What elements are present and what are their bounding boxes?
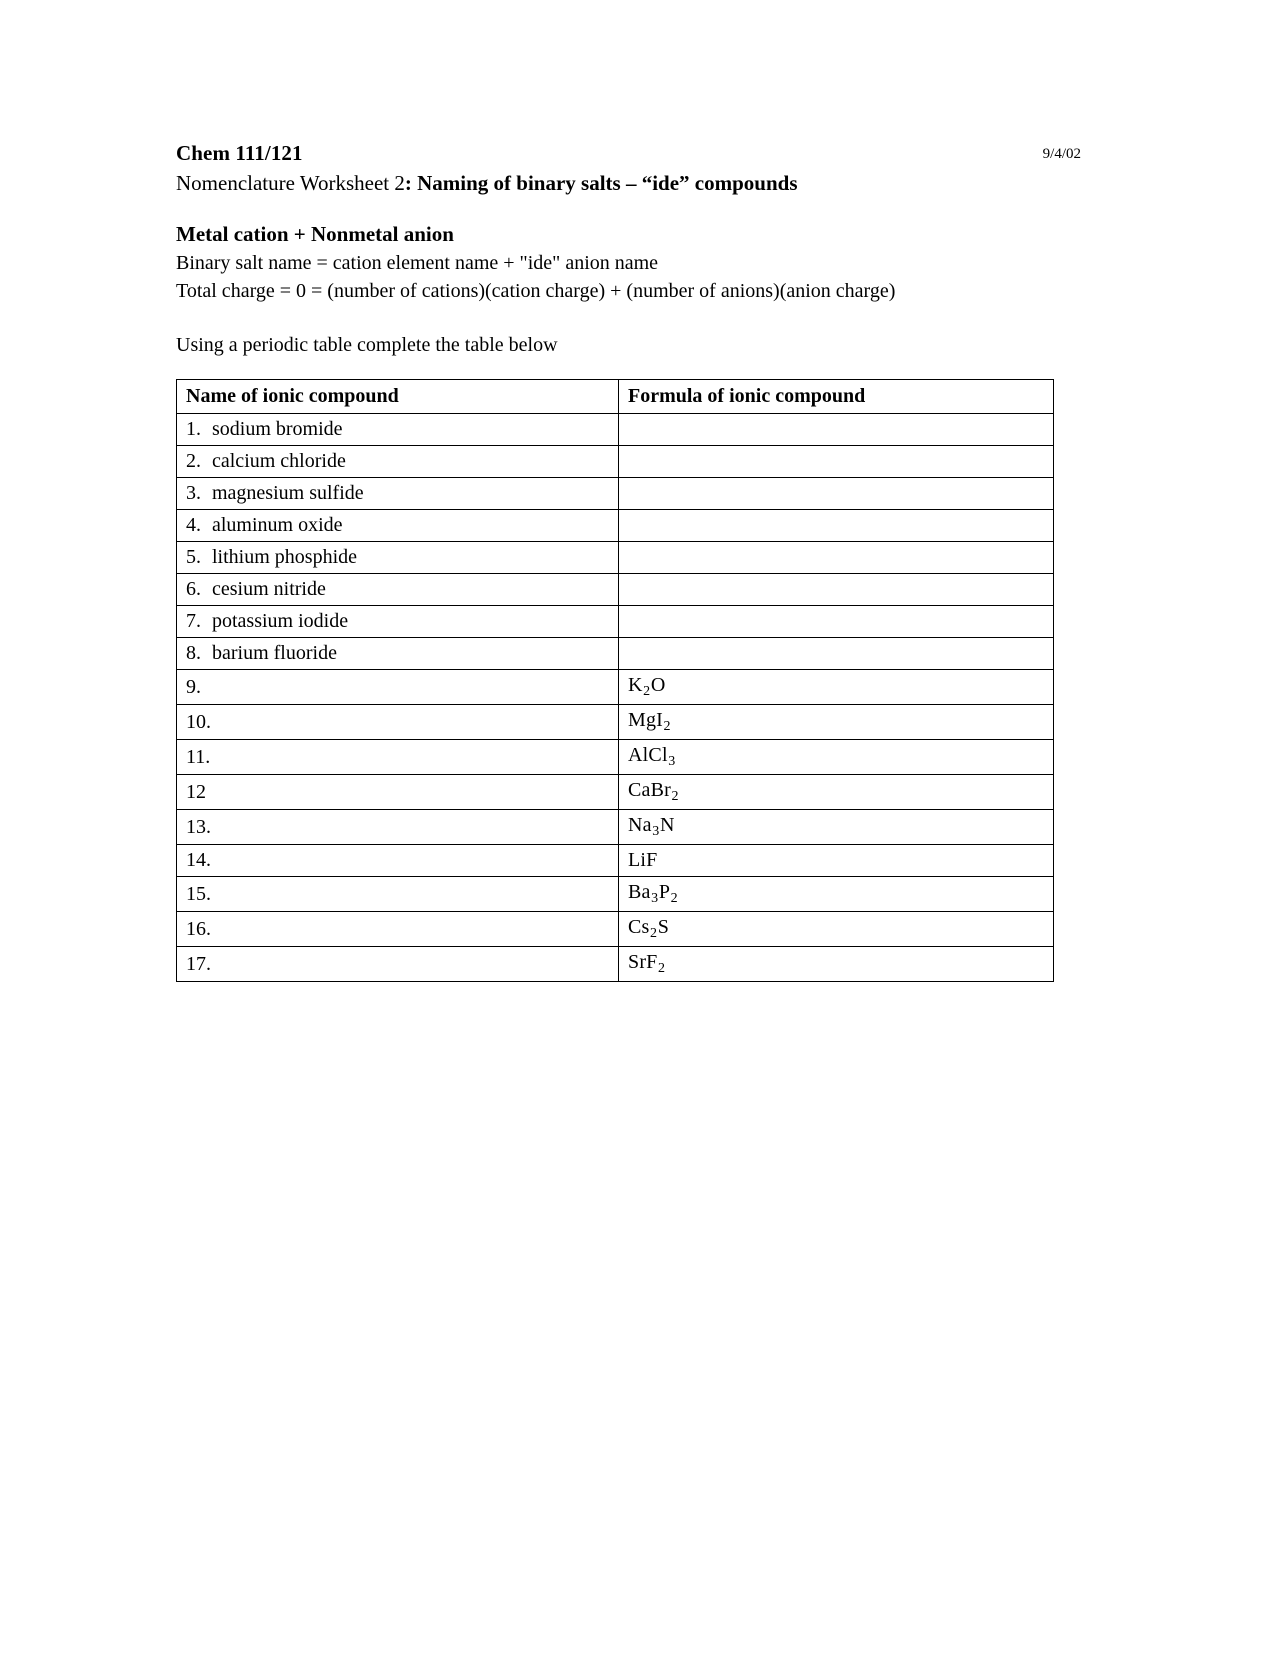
cell-compound-name[interactable] [177, 638, 619, 670]
compound-formula-text: LiF [628, 849, 658, 871]
row-index: 10. [186, 710, 211, 733]
worksheet-subtitle-regular: Nomenclature Worksheet 2 [176, 171, 405, 195]
cell-compound-name[interactable] [177, 705, 619, 740]
cell-compound-name[interactable] [177, 877, 619, 912]
compound-formula-text: $Na_3N$ [628, 814, 675, 839]
cell-compound-formula[interactable] [619, 446, 1054, 478]
table-head [177, 380, 1054, 414]
worksheet-subtitle [176, 168, 1056, 198]
row-index: 16. [186, 917, 211, 940]
cell-compound-formula[interactable] [619, 478, 1054, 510]
compound-formula-text: MgI$_2$ [628, 709, 671, 734]
row-index: 4. [186, 514, 201, 536]
column-header-name: Name of ionic compound [177, 380, 619, 414]
compound-name-text: sodium bromide [212, 418, 343, 440]
table-row [177, 912, 1054, 947]
row-index: 9. [186, 675, 201, 698]
compound-name-text: magnesium sulfide [212, 482, 364, 504]
compound-formula-text: $Cs_2S$ [628, 916, 670, 941]
row-index: 17. [186, 952, 211, 975]
document-date: 9/4/02 [1042, 146, 1081, 162]
cell-compound-formula[interactable] [619, 845, 1054, 877]
compound-name-text: barium fluoride [212, 642, 337, 664]
compound-formula-text: $K_2O$ [628, 674, 666, 699]
row-index: 2. [186, 450, 201, 472]
cell-compound-name[interactable] [177, 446, 619, 478]
cell-compound-name[interactable] [177, 542, 619, 574]
cell-compound-formula[interactable] [619, 810, 1054, 845]
table-header-row [177, 380, 1054, 414]
cell-compound-formula[interactable] [619, 775, 1054, 810]
table-row [177, 478, 1054, 510]
table-row [177, 446, 1054, 478]
worksheet-table [176, 379, 1054, 982]
compound-name-text: lithium phosphide [212, 546, 357, 568]
row-index: 3. [186, 482, 201, 504]
compound-formula-text: SrF$_2$ [628, 951, 666, 976]
table-row [177, 414, 1054, 446]
compound-name-text: cesium nitride [212, 578, 326, 600]
table-row [177, 810, 1054, 845]
document-content [176, 140, 1081, 982]
row-index: 5. [186, 546, 201, 568]
cell-compound-formula[interactable] [619, 414, 1054, 446]
table-row [177, 845, 1054, 877]
cell-compound-name[interactable] [177, 947, 619, 982]
compound-name-text: calcium chloride [212, 450, 346, 472]
table-body [177, 414, 1054, 982]
cell-compound-name[interactable] [177, 574, 619, 606]
cell-compound-formula[interactable] [619, 638, 1054, 670]
row-index: 11. [186, 745, 211, 768]
compound-formula-text: CaBr$_2$ [628, 779, 679, 804]
row-index: 8. [186, 642, 201, 664]
cell-compound-formula[interactable] [619, 574, 1054, 606]
section-heading-metal-cation: Metal cation + Nonmetal anion [176, 222, 454, 246]
cell-compound-formula[interactable] [619, 510, 1054, 542]
cell-compound-name[interactable] [177, 414, 619, 446]
document-header [176, 140, 1081, 168]
compound-name-text: aluminum oxide [212, 514, 343, 536]
table-row [177, 574, 1054, 606]
row-index: 13. [186, 815, 211, 838]
column-header-formula: Formula of ionic compound [619, 380, 1054, 414]
course-title: Chem 111/121 [176, 141, 303, 165]
worksheet-table-wrapper [176, 379, 1056, 982]
table-row [177, 670, 1054, 705]
cell-compound-name[interactable] [177, 810, 619, 845]
spacer-before-instruction [176, 305, 1056, 331]
row-index: 1. [186, 418, 201, 440]
compound-formula-text: AlCl$_3$ [628, 744, 676, 769]
row-index: 15. [186, 882, 211, 905]
cell-compound-name[interactable] [177, 606, 619, 638]
cell-compound-name[interactable] [177, 912, 619, 947]
rule-line-total-charge: Total charge = 0 = (number of cations)(cation charge) + (number of anions)(anion charge) [176, 280, 896, 302]
row-index: 14. [186, 849, 211, 871]
rule-line-binary-salt-name: Binary salt name = cation element name + "ide" anion name [176, 252, 659, 274]
compound-formula-text: $Ba_3P_2$ [628, 881, 678, 906]
instruction-text: Using a periodic table complete the table below [176, 334, 558, 356]
row-index: 7. [186, 610, 201, 632]
cell-compound-name[interactable] [177, 478, 619, 510]
cell-compound-formula[interactable] [619, 912, 1054, 947]
cell-compound-name[interactable] [177, 740, 619, 775]
table-row [177, 510, 1054, 542]
cell-compound-formula[interactable] [619, 542, 1054, 574]
table-row [177, 606, 1054, 638]
cell-compound-name[interactable] [177, 670, 619, 705]
spacer-after-subtitle [176, 198, 1056, 220]
cell-compound-name[interactable] [177, 845, 619, 877]
row-index: 6. [186, 578, 201, 600]
table-row [177, 775, 1054, 810]
table-row [177, 877, 1054, 912]
cell-compound-name[interactable] [177, 510, 619, 542]
worksheet-subtitle-bold: : Naming of binary salts – “ide” compounds [404, 171, 798, 195]
row-index: 12 [186, 780, 206, 803]
cell-compound-formula[interactable] [619, 606, 1054, 638]
table-row [177, 638, 1054, 670]
cell-compound-formula[interactable] [619, 947, 1054, 982]
cell-compound-formula[interactable] [619, 877, 1054, 912]
table-row [177, 705, 1054, 740]
table-row [177, 947, 1054, 982]
table-row [177, 740, 1054, 775]
cell-compound-formula[interactable] [619, 705, 1054, 740]
cell-compound-formula[interactable] [619, 740, 1054, 775]
compound-name-text: potassium iodide [212, 610, 349, 632]
cell-compound-name[interactable] [177, 775, 619, 810]
cell-compound-formula[interactable] [619, 670, 1054, 705]
table-row [177, 542, 1054, 574]
